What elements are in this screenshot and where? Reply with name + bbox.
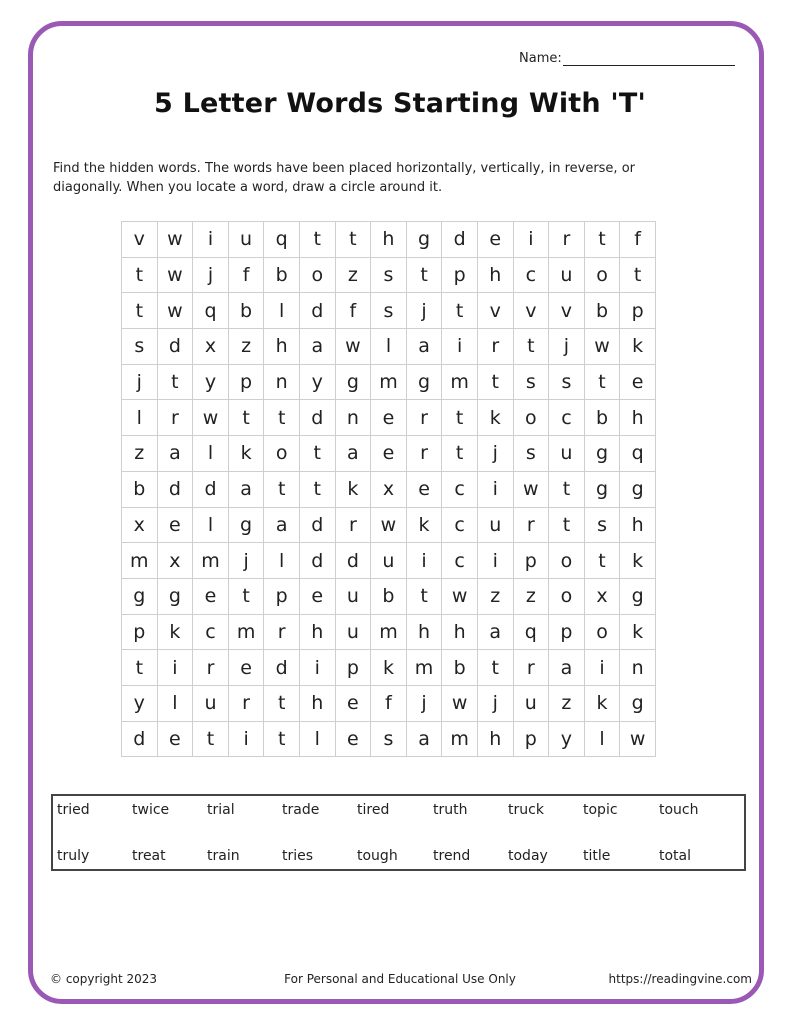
grid-cell[interactable]: j	[549, 329, 585, 365]
word-list-item: tried	[57, 802, 90, 818]
grid-cell[interactable]: g	[584, 436, 620, 472]
grid-cell[interactable]: t	[299, 471, 335, 507]
grid-cell[interactable]: o	[299, 257, 335, 293]
word-list-item: total	[659, 848, 692, 864]
grid-cell[interactable]: u	[549, 436, 585, 472]
grid-cell[interactable]: t	[299, 436, 335, 472]
grid-cell[interactable]: r	[335, 507, 371, 543]
grid-cell[interactable]: t	[584, 364, 620, 400]
grid-cell[interactable]: k	[406, 507, 442, 543]
grid-cell[interactable]: k	[335, 471, 371, 507]
grid-cell[interactable]: p	[335, 650, 371, 686]
grid-cell[interactable]: e	[157, 721, 193, 757]
grid-cell[interactable]: e	[299, 578, 335, 614]
grid-cell[interactable]: v	[122, 222, 158, 258]
grid-cell[interactable]: h	[264, 329, 300, 365]
grid-cell[interactable]: r	[406, 436, 442, 472]
grid-cell[interactable]: w	[584, 329, 620, 365]
grid-cell[interactable]: g	[228, 507, 264, 543]
grid-cell[interactable]: b	[371, 578, 407, 614]
grid-cell[interactable]: d	[442, 222, 478, 258]
grid-cell[interactable]: k	[620, 543, 656, 579]
word-list-item: trial	[207, 802, 235, 818]
grid-cell[interactable]: g	[335, 364, 371, 400]
grid-cell[interactable]: m	[371, 614, 407, 650]
grid-cell[interactable]: d	[335, 543, 371, 579]
usage-text: For Personal and Educational Use Only	[284, 972, 516, 986]
grid-cell[interactable]: d	[157, 329, 193, 365]
grid-cell[interactable]: s	[371, 293, 407, 329]
grid-cell[interactable]: i	[228, 721, 264, 757]
grid-row	[122, 721, 656, 757]
grid-cell[interactable]: a	[406, 721, 442, 757]
grid-cell[interactable]: h	[371, 222, 407, 258]
grid-cell[interactable]: m	[442, 364, 478, 400]
grid-cell[interactable]: a	[549, 650, 585, 686]
grid-cell[interactable]: w	[193, 400, 229, 436]
grid-cell[interactable]: h	[299, 685, 335, 721]
grid-cell[interactable]: q	[193, 293, 229, 329]
grid-cell[interactable]: m	[442, 721, 478, 757]
grid-cell[interactable]: y	[299, 364, 335, 400]
grid-cell[interactable]: s	[549, 364, 585, 400]
grid-cell[interactable]: s	[371, 721, 407, 757]
grid-cell[interactable]: t	[442, 400, 478, 436]
grid-cell[interactable]: k	[371, 650, 407, 686]
grid-cell[interactable]: m	[406, 650, 442, 686]
grid-cell[interactable]: w	[371, 507, 407, 543]
grid-cell[interactable]: z	[122, 436, 158, 472]
grid-cell[interactable]: u	[193, 685, 229, 721]
grid-cell[interactable]: f	[335, 293, 371, 329]
grid-cell[interactable]: z	[228, 329, 264, 365]
grid-cell[interactable]: x	[122, 507, 158, 543]
grid-cell[interactable]: j	[193, 257, 229, 293]
grid-cell[interactable]: g	[620, 685, 656, 721]
grid-cell[interactable]: a	[157, 436, 193, 472]
grid-cell[interactable]: m	[371, 364, 407, 400]
grid-cell[interactable]: l	[193, 436, 229, 472]
grid-cell[interactable]: z	[549, 685, 585, 721]
grid-cell[interactable]: f	[371, 685, 407, 721]
word-list-item: touch	[659, 802, 699, 818]
grid-cell[interactable]: t	[264, 471, 300, 507]
word-list-item: tries	[282, 848, 314, 864]
grid-cell[interactable]: u	[549, 257, 585, 293]
grid-cell[interactable]: w	[157, 222, 193, 258]
grid-cell[interactable]: z	[335, 257, 371, 293]
word-list-item: truck	[508, 802, 544, 818]
grid-cell[interactable]: r	[513, 507, 549, 543]
grid-cell[interactable]: d	[299, 400, 335, 436]
grid-cell[interactable]: h	[299, 614, 335, 650]
grid-cell[interactable]: d	[299, 543, 335, 579]
name-blank-line	[563, 51, 735, 66]
grid-cell[interactable]: p	[513, 543, 549, 579]
grid-cell[interactable]: r	[549, 222, 585, 258]
grid-cell[interactable]: l	[299, 721, 335, 757]
grid-cell[interactable]: o	[549, 543, 585, 579]
grid-cell[interactable]: i	[477, 471, 513, 507]
grid-cell[interactable]: t	[264, 685, 300, 721]
grid-cell[interactable]: t	[584, 543, 620, 579]
grid-cell[interactable]: g	[157, 578, 193, 614]
grid-cell[interactable]: i	[157, 650, 193, 686]
grid-cell[interactable]: t	[513, 329, 549, 365]
grid-cell[interactable]: i	[299, 650, 335, 686]
grid-cell[interactable]: e	[335, 685, 371, 721]
grid-cell[interactable]: u	[335, 614, 371, 650]
grid-cell[interactable]: i	[406, 543, 442, 579]
grid-cell[interactable]: r	[228, 685, 264, 721]
grid-cell[interactable]: i	[584, 650, 620, 686]
word-list-item: topic	[583, 802, 618, 818]
grid-cell[interactable]: w	[335, 329, 371, 365]
grid-cell[interactable]: y	[193, 364, 229, 400]
grid-cell[interactable]: g	[122, 578, 158, 614]
grid-cell[interactable]: r	[157, 400, 193, 436]
grid-cell[interactable]: k	[584, 685, 620, 721]
website-url: https://readingvine.com	[608, 972, 752, 986]
grid-cell[interactable]: q	[620, 436, 656, 472]
word-list-item: title	[583, 848, 611, 864]
grid-cell[interactable]: t	[264, 721, 300, 757]
grid-cell[interactable]: x	[584, 578, 620, 614]
grid-cell[interactable]: l	[157, 685, 193, 721]
grid-cell[interactable]: x	[193, 329, 229, 365]
grid-cell[interactable]: l	[264, 543, 300, 579]
grid-cell[interactable]: h	[442, 614, 478, 650]
grid-cell[interactable]: b	[264, 257, 300, 293]
grid-cell[interactable]: l	[122, 400, 158, 436]
grid-cell[interactable]: o	[549, 578, 585, 614]
grid-cell[interactable]: y	[122, 685, 158, 721]
grid-cell[interactable]: e	[335, 721, 371, 757]
grid-cell[interactable]: u	[477, 507, 513, 543]
grid-cell[interactable]: g	[620, 471, 656, 507]
grid-cell[interactable]: t	[157, 364, 193, 400]
grid-cell[interactable]: q	[264, 222, 300, 258]
grid-cell[interactable]: t	[620, 257, 656, 293]
grid-cell[interactable]: j	[122, 364, 158, 400]
grid-cell[interactable]: d	[157, 471, 193, 507]
grid-row	[122, 507, 656, 543]
grid-cell[interactable]: l	[264, 293, 300, 329]
grid-cell[interactable]: s	[513, 436, 549, 472]
grid-cell[interactable]: s	[122, 329, 158, 365]
grid-cell[interactable]: g	[406, 364, 442, 400]
grid-cell[interactable]: c	[442, 507, 478, 543]
grid-cell[interactable]: g	[584, 471, 620, 507]
grid-cell[interactable]: w	[442, 685, 478, 721]
grid-cell[interactable]: c	[193, 614, 229, 650]
word-list-item: tough	[357, 848, 398, 864]
grid-cell[interactable]: c	[442, 543, 478, 579]
grid-cell[interactable]: a	[264, 507, 300, 543]
grid-cell[interactable]: t	[193, 721, 229, 757]
grid-cell[interactable]: h	[406, 614, 442, 650]
grid-cell[interactable]: i	[193, 222, 229, 258]
grid-cell[interactable]: o	[264, 436, 300, 472]
instructions-text: Find the hidden words. The words have been placed horizontally, vertically, in reverse, or diagonally. When you locate a word, draw a circle around it.	[53, 161, 635, 195]
grid-row	[122, 685, 656, 721]
grid-row	[122, 543, 656, 579]
grid-cell[interactable]: k	[620, 329, 656, 365]
grid-cell[interactable]: e	[157, 507, 193, 543]
grid-cell[interactable]: d	[299, 293, 335, 329]
grid-cell[interactable]: a	[477, 614, 513, 650]
grid-cell[interactable]: r	[477, 329, 513, 365]
grid-cell[interactable]: v	[513, 293, 549, 329]
grid-cell[interactable]: l	[193, 507, 229, 543]
grid-cell[interactable]: i	[442, 329, 478, 365]
grid-cell[interactable]: x	[371, 471, 407, 507]
grid-cell[interactable]: v	[477, 293, 513, 329]
grid-cell[interactable]: e	[406, 471, 442, 507]
grid-cell[interactable]: s	[371, 257, 407, 293]
word-list-item: truly	[57, 848, 90, 864]
grid-cell[interactable]: u	[513, 685, 549, 721]
grid-cell[interactable]: u	[228, 222, 264, 258]
word-list-item: trade	[282, 802, 320, 818]
grid-cell[interactable]: t	[442, 436, 478, 472]
grid-cell[interactable]: e	[371, 400, 407, 436]
grid-row	[122, 650, 656, 686]
grid-cell[interactable]: b	[442, 650, 478, 686]
grid-cell[interactable]: r	[264, 614, 300, 650]
word-list-item: tired	[357, 802, 390, 818]
grid-cell[interactable]: k	[228, 436, 264, 472]
grid-cell[interactable]: t	[299, 222, 335, 258]
grid-cell[interactable]: t	[122, 650, 158, 686]
grid-cell[interactable]: t	[584, 222, 620, 258]
grid-cell[interactable]: g	[406, 222, 442, 258]
grid-cell[interactable]: b	[228, 293, 264, 329]
grid-cell[interactable]: n	[335, 400, 371, 436]
grid-cell[interactable]: o	[513, 400, 549, 436]
grid-cell[interactable]: p	[442, 257, 478, 293]
grid-cell[interactable]: l	[584, 721, 620, 757]
grid-cell[interactable]: p	[122, 614, 158, 650]
grid-cell[interactable]: i	[513, 222, 549, 258]
word-list-box	[51, 794, 746, 871]
grid-cell[interactable]: t	[549, 471, 585, 507]
grid-cell[interactable]: z	[477, 578, 513, 614]
grid-cell[interactable]: p	[549, 614, 585, 650]
grid-cell[interactable]: b	[122, 471, 158, 507]
grid-cell[interactable]: t	[228, 400, 264, 436]
grid-row	[122, 257, 656, 293]
grid-cell[interactable]: x	[157, 543, 193, 579]
grid-cell[interactable]: k	[477, 400, 513, 436]
grid-cell[interactable]: c	[442, 471, 478, 507]
grid-cell[interactable]: m	[193, 543, 229, 579]
grid-row	[122, 578, 656, 614]
grid-cell[interactable]: w	[157, 257, 193, 293]
name-label: Name:	[519, 51, 562, 66]
grid-cell[interactable]: r	[513, 650, 549, 686]
grid-cell[interactable]: m	[122, 543, 158, 579]
grid-cell[interactable]: e	[477, 222, 513, 258]
word-list-item: twice	[132, 802, 170, 818]
grid-cell[interactable]: t	[122, 257, 158, 293]
grid-cell[interactable]: t	[549, 507, 585, 543]
grid-cell[interactable]: h	[620, 400, 656, 436]
grid-cell[interactable]: t	[335, 222, 371, 258]
grid-cell[interactable]: f	[228, 257, 264, 293]
grid-cell[interactable]: l	[371, 329, 407, 365]
grid-cell[interactable]: h	[477, 257, 513, 293]
grid-cell[interactable]: a	[335, 436, 371, 472]
grid-cell[interactable]: t	[122, 293, 158, 329]
grid-cell[interactable]: o	[584, 257, 620, 293]
name-field-row	[519, 51, 735, 66]
grid-cell[interactable]: s	[584, 507, 620, 543]
grid-cell[interactable]: z	[513, 578, 549, 614]
grid-cell[interactable]: u	[371, 543, 407, 579]
grid-cell[interactable]: t	[264, 400, 300, 436]
grid-cell[interactable]: p	[228, 364, 264, 400]
grid-cell[interactable]: n	[264, 364, 300, 400]
word-list-item: truth	[433, 802, 468, 818]
grid-cell[interactable]: a	[406, 329, 442, 365]
copyright-text: © copyright 2023	[50, 972, 158, 986]
grid-cell[interactable]: j	[406, 293, 442, 329]
grid-cell[interactable]: b	[584, 400, 620, 436]
grid-cell[interactable]: m	[228, 614, 264, 650]
page-title: 5 Letter Words Starting With 'T'	[154, 88, 646, 119]
word-list-item: train	[207, 848, 240, 864]
grid-cell[interactable]: t	[477, 364, 513, 400]
grid-cell[interactable]: e	[371, 436, 407, 472]
grid-cell[interactable]: o	[584, 614, 620, 650]
grid-cell[interactable]: i	[477, 543, 513, 579]
grid-cell[interactable]: e	[193, 578, 229, 614]
grid-cell[interactable]: p	[620, 293, 656, 329]
grid-cell[interactable]: t	[477, 650, 513, 686]
grid-row	[122, 329, 656, 365]
grid-cell[interactable]: j	[406, 685, 442, 721]
grid-cell[interactable]: v	[549, 293, 585, 329]
grid-cell[interactable]: c	[513, 257, 549, 293]
grid-row	[122, 471, 656, 507]
grid-cell[interactable]: w	[620, 721, 656, 757]
grid-cell[interactable]: d	[299, 507, 335, 543]
word-list-item: treat	[132, 848, 166, 864]
grid-cell[interactable]: t	[406, 578, 442, 614]
grid-cell[interactable]: a	[299, 329, 335, 365]
word-search-grid	[121, 221, 656, 757]
grid-cell[interactable]: k	[620, 614, 656, 650]
grid-cell[interactable]: e	[228, 650, 264, 686]
grid-cell[interactable]: h	[477, 721, 513, 757]
grid-row	[122, 293, 656, 329]
grid-cell[interactable]: p	[264, 578, 300, 614]
grid-cell[interactable]: b	[584, 293, 620, 329]
grid-cell[interactable]: h	[620, 507, 656, 543]
grid-row	[122, 614, 656, 650]
grid-row	[122, 400, 656, 436]
grid-cell[interactable]: t	[228, 578, 264, 614]
grid-cell[interactable]: f	[620, 222, 656, 258]
grid-cell[interactable]: j	[477, 685, 513, 721]
grid-cell[interactable]: r	[406, 400, 442, 436]
grid-cell[interactable]: d	[122, 721, 158, 757]
grid-cell[interactable]: y	[549, 721, 585, 757]
grid-cell[interactable]: d	[193, 471, 229, 507]
grid-cell[interactable]: j	[228, 543, 264, 579]
grid-cell[interactable]: j	[477, 436, 513, 472]
word-list-item: today	[508, 848, 548, 864]
grid-cell[interactable]: w	[513, 471, 549, 507]
grid-cell[interactable]: d	[264, 650, 300, 686]
grid-cell[interactable]: a	[228, 471, 264, 507]
word-list-item: trend	[433, 848, 471, 864]
grid-cell[interactable]: e	[620, 364, 656, 400]
grid-row	[122, 436, 656, 472]
grid-cell[interactable]: k	[157, 614, 193, 650]
grid-cell[interactable]: w	[157, 293, 193, 329]
grid-cell[interactable]: c	[549, 400, 585, 436]
grid-cell[interactable]: q	[513, 614, 549, 650]
grid-cell[interactable]: n	[620, 650, 656, 686]
grid-row	[122, 222, 656, 258]
grid-cell[interactable]: r	[193, 650, 229, 686]
grid-cell[interactable]: p	[513, 721, 549, 757]
grid-cell[interactable]: u	[335, 578, 371, 614]
grid-cell[interactable]: t	[406, 257, 442, 293]
grid-cell[interactable]: t	[442, 293, 478, 329]
grid-cell[interactable]: w	[442, 578, 478, 614]
grid-cell[interactable]: g	[620, 578, 656, 614]
grid-cell[interactable]: s	[513, 364, 549, 400]
grid-row	[122, 364, 656, 400]
